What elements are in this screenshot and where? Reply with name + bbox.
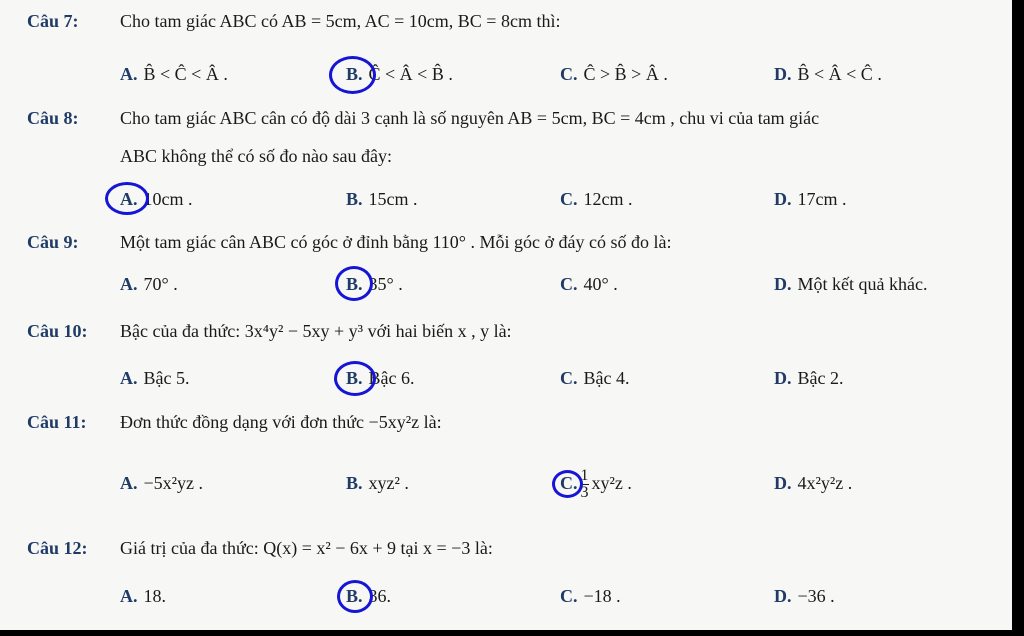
- option-c[interactable]: C. −18 .: [560, 586, 621, 606]
- option-d[interactable]: D. 17cm .: [774, 189, 847, 209]
- option-c[interactable]: C. 40° .: [560, 274, 618, 294]
- option-a[interactable]: A. 18.: [120, 586, 166, 606]
- answer-circle: [334, 361, 376, 396]
- option-d[interactable]: D. −36 .: [774, 586, 835, 606]
- question-11: [0, 405, 1012, 439]
- question-text: Cho tam giác ABC cân có độ dài 3 cạnh là số nguyên AB = 5cm, BC = 4cm , chu vi của tam giác: [120, 108, 820, 128]
- option-b[interactable]: B. Ĉ < Â < B̂ .: [346, 64, 453, 84]
- answer-circle: [337, 580, 373, 613]
- question-label: Câu 7:: [27, 11, 79, 31]
- option-a[interactable]: A. 70° .: [120, 274, 178, 294]
- option-b[interactable]: B. 35° .: [346, 274, 403, 294]
- question-9: [0, 225, 1012, 259]
- question-text: Giá trị của đa thức: Q(x) = x² − 6x + 9 tại x = −3 là:: [120, 538, 493, 558]
- options-7: [0, 57, 1012, 91]
- question-label: Câu 11:: [27, 412, 87, 432]
- option-c[interactable]: C. $\frac{1}{3}$ xy²z .: [560, 467, 632, 502]
- question-text: ABC không thể có số đo nào sau đây:: [120, 146, 392, 166]
- options-11: [0, 466, 1012, 500]
- answer-circle: [105, 182, 149, 215]
- question-label: Câu 12:: [27, 538, 88, 558]
- option-d[interactable]: D. Một kết quả khác.: [774, 274, 928, 294]
- option-d[interactable]: D. Bậc 2.: [774, 368, 844, 388]
- answer-circle: [335, 266, 373, 301]
- option-a[interactable]: A. B̂ < Ĉ < Â .: [120, 64, 228, 84]
- option-b[interactable]: B. Bậc 6.: [346, 368, 415, 388]
- option-a[interactable]: A. −5x²yz .: [120, 473, 204, 493]
- question-label: Câu 10:: [27, 321, 88, 341]
- question-label: Câu 9:: [27, 232, 79, 252]
- question-text: Một tam giác cân ABC có góc ở đỉnh bằng 110° . Mỗi góc ở đáy có số đo là:: [120, 232, 672, 252]
- question-text: Đơn thức đồng dạng với đơn thức −5xy²z là:: [120, 412, 442, 432]
- question-text: Bậc của đa thức: 3x⁴y² − 5xy + y³ với hai biến x , y là:: [120, 321, 512, 341]
- option-c[interactable]: C. Bậc 4.: [560, 368, 630, 388]
- question-8-line-2: [0, 139, 1012, 173]
- question-8: [0, 101, 1012, 135]
- question-10: [0, 314, 1012, 348]
- option-a[interactable]: A. 10cm .: [120, 189, 193, 209]
- question-text: Cho tam giác ABC có AB = 5cm, AC = 10cm, BC = 8cm thì:: [120, 11, 561, 31]
- question-7: [0, 4, 1012, 38]
- option-b[interactable]: B. 15cm .: [346, 189, 418, 209]
- option-b[interactable]: B. xyz² .: [346, 473, 409, 493]
- option-a[interactable]: A. Bậc 5.: [120, 368, 190, 388]
- options-10: [0, 361, 1012, 395]
- fraction: $\frac{1}{3}$: [580, 467, 589, 502]
- answer-circle: [552, 470, 583, 498]
- option-c[interactable]: C. 12cm .: [560, 189, 633, 209]
- option-c[interactable]: C. Ĉ > B̂ > Â .: [560, 64, 668, 84]
- options-8: [0, 182, 1012, 216]
- options-9: [0, 267, 1012, 301]
- answer-circle: [329, 56, 376, 94]
- options-12: [0, 579, 1012, 613]
- option-b[interactable]: B. 36.: [346, 586, 392, 606]
- question-label: Câu 8:: [27, 108, 79, 128]
- question-12: [0, 531, 1012, 565]
- option-d[interactable]: D. 4x²y²z .: [774, 473, 853, 493]
- option-d[interactable]: D. B̂ < Â < Ĉ .: [774, 64, 882, 84]
